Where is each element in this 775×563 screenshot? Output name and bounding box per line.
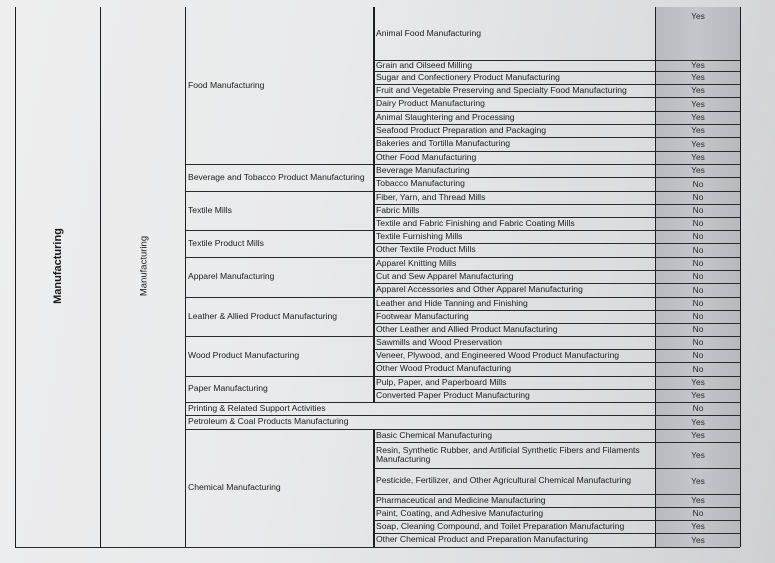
yes-no-cell: No — [692, 218, 704, 229]
group-label: Textile Product Mills — [188, 237, 264, 248]
merged-cell-mask — [373, 416, 375, 429]
yes-no-cell: Yes — [691, 85, 705, 96]
yes-no-cell: Yes — [691, 416, 705, 427]
group-label: Chemical Manufacturing — [188, 482, 281, 493]
yes-no-cell: No — [692, 271, 704, 282]
group-label: Apparel Manufacturing — [188, 271, 275, 282]
yes-no-cell: No — [692, 192, 704, 203]
industry-cell: Grain and Oilseed Milling — [376, 59, 473, 70]
yes-no-cell: No — [692, 363, 704, 374]
yes-no-cell: Yes — [691, 72, 705, 83]
group-label: Petroleum & Coal Products Manufacturing — [188, 416, 349, 427]
yes-no-cell: Yes — [691, 449, 705, 460]
yes-no-cell: Yes — [691, 112, 705, 123]
industry-cell: Pesticide, Fertilizer, and Other Agricultural Chemical Manufacturing — [376, 475, 632, 486]
border-group — [373, 7, 375, 547]
industry-cell: Leather and Hide Tanning and Finishing — [376, 297, 528, 308]
yes-no-cell: No — [692, 403, 704, 414]
group-divider — [186, 547, 740, 548]
industry-cell: Footwear Manufacturing — [376, 310, 469, 321]
industry-cell: Other Food Manufacturing — [376, 151, 477, 162]
yes-no-cell: Yes — [691, 495, 705, 506]
industry-cell: Sugar and Confectionery Product Manufacturing — [376, 71, 560, 82]
yes-no-cell: Yes — [691, 390, 705, 401]
group-label: Wood Product Manufacturing — [188, 350, 300, 361]
industry-cell: Pharmaceutical and Medicine Manufacturing — [376, 494, 546, 505]
industry-cell: Bakeries and Tortilla Manufacturing — [376, 138, 511, 149]
yes-no-cell: No — [692, 284, 704, 295]
yes-no-cell: Yes — [691, 165, 705, 176]
yes-no-cell: Yes — [691, 152, 705, 163]
industry-cell: Pulp, Paper, and Paperboard Mills — [376, 376, 507, 387]
sector-label: Manufacturing — [52, 228, 64, 304]
industry-cell: Cut and Sew Apparel Manufacturing — [376, 270, 514, 281]
industry-cell: Resin, Synthetic Rubber, and Artificial Synthetic Fibers and Filaments Manufacturing — [376, 444, 640, 464]
industry-cell: Animal Food Manufacturing — [376, 27, 482, 38]
yes-no-cell: Yes — [691, 521, 705, 532]
industry-cell: Beverage Manufacturing — [376, 164, 470, 175]
yes-no-cell: Yes — [691, 125, 705, 136]
yes-no-cell: Yes — [691, 534, 705, 545]
yes-no-cell: Yes — [691, 98, 705, 109]
yes-no-cell: Yes — [691, 430, 705, 441]
group-label: Textile Mills — [188, 204, 232, 215]
industry-cell: Textile and Fabric Finishing and Fabric Coating Mills — [376, 217, 575, 228]
industry-cell: Other Chemical Product and Preparation Manufacturing — [376, 534, 589, 545]
industry-cell: Seafood Product Preparation and Packaging — [376, 124, 547, 135]
industry-cell: Apparel Knitting Mills — [376, 257, 457, 268]
yes-no-cell: Yes — [691, 377, 705, 388]
industry-cell: Textile Furnishing Mills — [376, 230, 463, 241]
yes-no-cell: No — [692, 258, 704, 269]
border-subsector — [185, 7, 186, 547]
industry-cell: Soap, Cleaning Compound, and Toilet Preparation Manufacturing — [376, 520, 625, 531]
industry-cell: Other Leather and Allied Product Manufacturing — [376, 323, 558, 334]
yes-no-cell: Yes — [691, 11, 705, 21]
industry-cell: Dairy Product Manufacturing — [376, 98, 485, 109]
yes-no-cell: No — [692, 205, 704, 216]
industry-cell: Apparel Accessories and Other Apparel Manufacturing — [376, 284, 583, 295]
industry-cell: Fiber, Yarn, and Thread Mills — [376, 191, 486, 202]
industry-cell: Tobacco Manufacturing — [376, 178, 465, 189]
yes-no-cell: Yes — [691, 60, 705, 71]
industry-cell: Paint, Coating, and Adhesive Manufacturing — [376, 507, 544, 518]
group-label: Beverage and Tobacco Product Manufacturing — [188, 171, 365, 182]
group-label: Leather & Allied Product Manufacturing — [188, 310, 338, 321]
industry-cell: Fabric Mills — [376, 204, 420, 215]
industry-cell: Basic Chemical Manufacturing — [376, 429, 493, 440]
border-sector — [100, 7, 101, 547]
yes-no-cell: Yes — [691, 475, 705, 486]
industry-cell: Converted Paper Product Manufacturing — [376, 389, 530, 400]
yes-no-cell: No — [692, 244, 704, 255]
border-value — [740, 7, 741, 547]
subsector-label: Manufacturing — [138, 235, 150, 297]
group-label: Printing & Related Support Activities — [188, 402, 326, 413]
industry-cell: Fruit and Vegetable Preserving and Specialty Food Manufacturing — [376, 84, 627, 95]
yes-no-cell: No — [692, 231, 704, 242]
yes-no-cell: No — [692, 311, 704, 322]
industry-cell: Veneer, Plywood, and Engineered Wood Product Manufacturing — [376, 349, 620, 360]
industry-cell: Sawmills and Wood Preservation — [376, 336, 502, 347]
border-left — [15, 7, 16, 547]
yes-no-cell: No — [692, 298, 704, 309]
yes-no-cell: No — [692, 178, 704, 189]
industry-cell: Other Wood Product Manufacturing — [376, 363, 512, 374]
industry-cell: Animal Slaughtering and Processing — [376, 111, 515, 122]
yes-no-cell: No — [692, 324, 704, 335]
yes-no-cell: No — [692, 337, 704, 348]
yes-no-cell: Yes — [691, 138, 705, 149]
group-label: Paper Manufacturing — [188, 383, 268, 394]
merged-cell-mask — [373, 403, 375, 415]
industry-cell: Other Textile Product Mills — [376, 244, 476, 255]
group-label: Food Manufacturing — [188, 79, 265, 90]
yes-no-cell: No — [692, 508, 704, 519]
yes-no-cell: No — [692, 350, 704, 361]
